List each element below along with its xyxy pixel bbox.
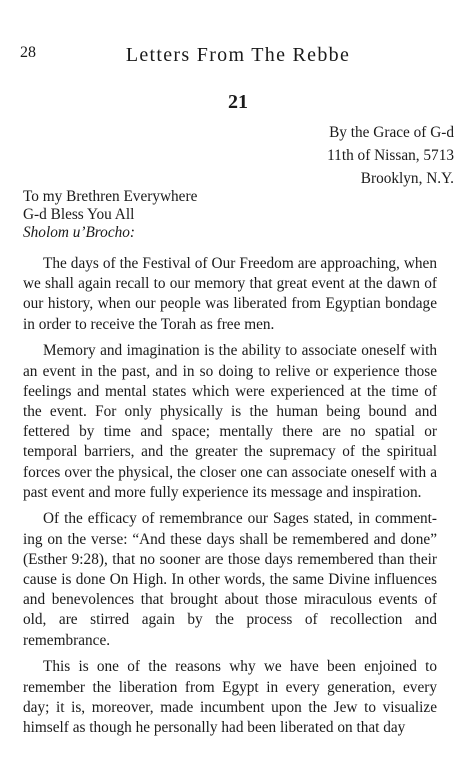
letter-body (23, 254, 437, 738)
body-paragraph: Memory and imagination is the ability to associate oneself with an event in the past, and in so doing to relive or experience those feelings and mental states which were experienced at the time of the event. For only physically is the human being bound and fettered by time and space; mentally there are no spatial or temporal barriers, and the greater the supremacy of the spiritual forces over the physical, the closer one can associate oneself with a past event and more fully experience its message and inspiration. (23, 342, 437, 501)
dateline (327, 121, 454, 190)
salutation (23, 188, 197, 242)
letter-number: 21 (228, 91, 248, 113)
salutation-greeting: Sholom u’Brocho: (23, 224, 136, 241)
body-paragraph: This is one of the reasons why we have been enjoined to remember the liberation from Egypt in every generation, every day; it is, moreover, made incumbent upon the Jew to visualize himself as though he personally had been liberated on that day (23, 658, 437, 736)
dateline-date: 11th of Nissan, 5713 (327, 147, 454, 164)
page-number: 28 (20, 44, 36, 61)
salutation-addressee: To my Brethren Everywhere (23, 188, 198, 205)
body-paragraph: Of the efficacy of remembrance our Sages stated, in commenting on the verse: “And these days shall be remembered and done” (Esther 9:28), that no sooner are those days remembered than their cause is done On High. In other words, the same Divine influences and benevolences that brought about those miraculous events of old, are stirred again by the process of recollection and remembrance. (23, 510, 437, 649)
salutation-blessing: G-d Bless You All (23, 206, 135, 223)
dateline-invocation: By the Grace of G-d (329, 124, 454, 141)
dateline-place: Brooklyn, N.Y. (360, 170, 454, 187)
body-paragraph: The days of the Festival of Our Freedom are approaching, when we shall again recall to our memory that great event at the dawn of our history, when our people was liberated from Egyptian bondage in order to receive the Torah as free men. (23, 255, 437, 333)
running-title: Letters From The Rebbe (125, 44, 351, 66)
